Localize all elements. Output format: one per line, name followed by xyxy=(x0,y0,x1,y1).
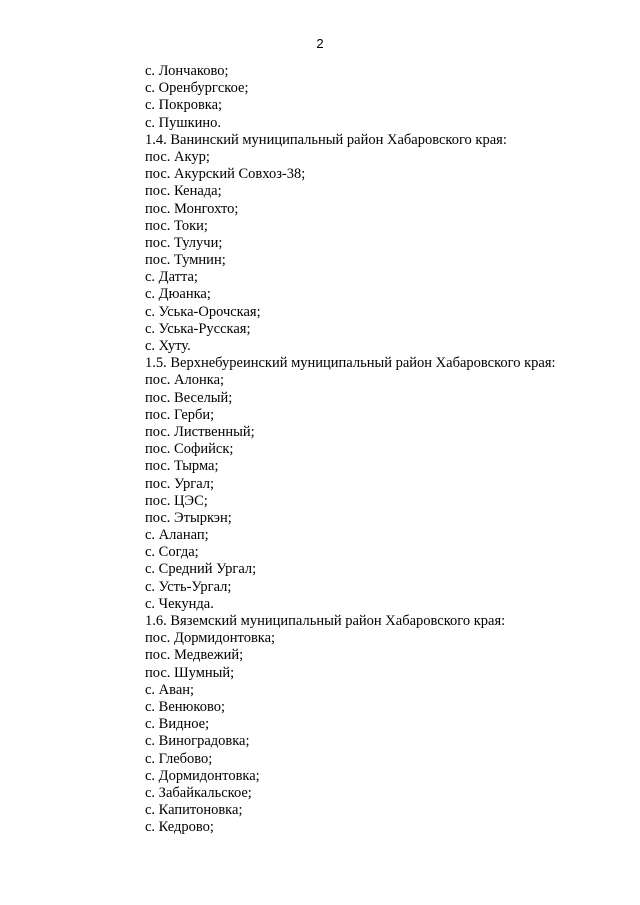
list-item: пос. Тырма; xyxy=(145,458,219,475)
list-item: с. Аван; xyxy=(145,681,195,698)
list-item: с. Лончаково; xyxy=(145,63,229,79)
page-number: 2 xyxy=(316,36,324,51)
list-item: с. Венюково; xyxy=(145,698,225,715)
list-item: с. Уська-Орочская; xyxy=(145,303,261,320)
list-item: пос. Софийск; xyxy=(145,441,234,458)
list-item: пос. Акур; xyxy=(145,148,210,165)
list-item: пос. Медвежий; xyxy=(145,647,244,664)
list-item: пос. Тулучи; xyxy=(145,234,223,251)
list-item: с. Дюанка; xyxy=(145,286,211,303)
list-item: с. Глебово; xyxy=(145,750,213,767)
list-item: пос. Герби; xyxy=(145,406,215,423)
list-item: пос. Тумнин; xyxy=(145,252,226,269)
list-item: с. Покровка; xyxy=(145,97,223,114)
list-item: с. Оренбургское; xyxy=(145,80,249,97)
list-item: с. Уська-Русская; xyxy=(145,320,251,337)
list-item: с. Усть-Ургал; xyxy=(145,578,232,595)
list-item: пос. ЦЭС; xyxy=(145,492,208,509)
list-item: пос. Монгохто; xyxy=(145,200,239,217)
list-item: с. Дормидонтовка; xyxy=(145,767,260,784)
list-item: пос. Веселый; xyxy=(145,389,233,406)
list-item: пос. Токи; xyxy=(145,217,208,234)
list-item: с. Аланап; xyxy=(145,527,209,544)
list-item: с. Средний Ургал; xyxy=(145,561,257,578)
list-item: с. Кедрово; xyxy=(145,819,214,836)
list-item: пос. Алонка; xyxy=(145,372,225,389)
list-item: с. Хуту. xyxy=(145,338,191,354)
list-item: пос. Этыркэн; xyxy=(145,509,232,526)
list-item: пос. Дормидонтовка; xyxy=(145,630,276,647)
list-item: 1.5. Верхнебуреинский муниципальный район Хабаровского края: xyxy=(145,355,556,372)
list-item: пос. Шумный; xyxy=(145,664,235,681)
list-item: с. Забайкальское; xyxy=(145,784,252,801)
list-item: с. Виноградовка; xyxy=(145,733,250,750)
list-item: пос. Ургал; xyxy=(145,475,215,492)
list-item: с. Чекунда. xyxy=(145,595,214,612)
list-item: пос. Лиственный; xyxy=(145,423,255,440)
list-item: пос. Акурский Совхоз-38; xyxy=(145,166,306,183)
settlement-list xyxy=(145,63,605,836)
list-item: с. Согда; xyxy=(145,544,199,561)
list-item: 1.4. Ванинский муниципальный район Хабаровского края: xyxy=(145,131,507,148)
list-item: с. Пушкино. xyxy=(145,114,222,131)
list-item: с. Датта; xyxy=(145,269,198,286)
list-item: 1.6. Вяземский муниципальный район Хабаровского края: xyxy=(145,613,506,629)
list-item: с. Видное; xyxy=(145,716,210,733)
list-item: с. Капитоновка; xyxy=(145,802,243,819)
list-item: пос. Кенада; xyxy=(145,183,222,200)
